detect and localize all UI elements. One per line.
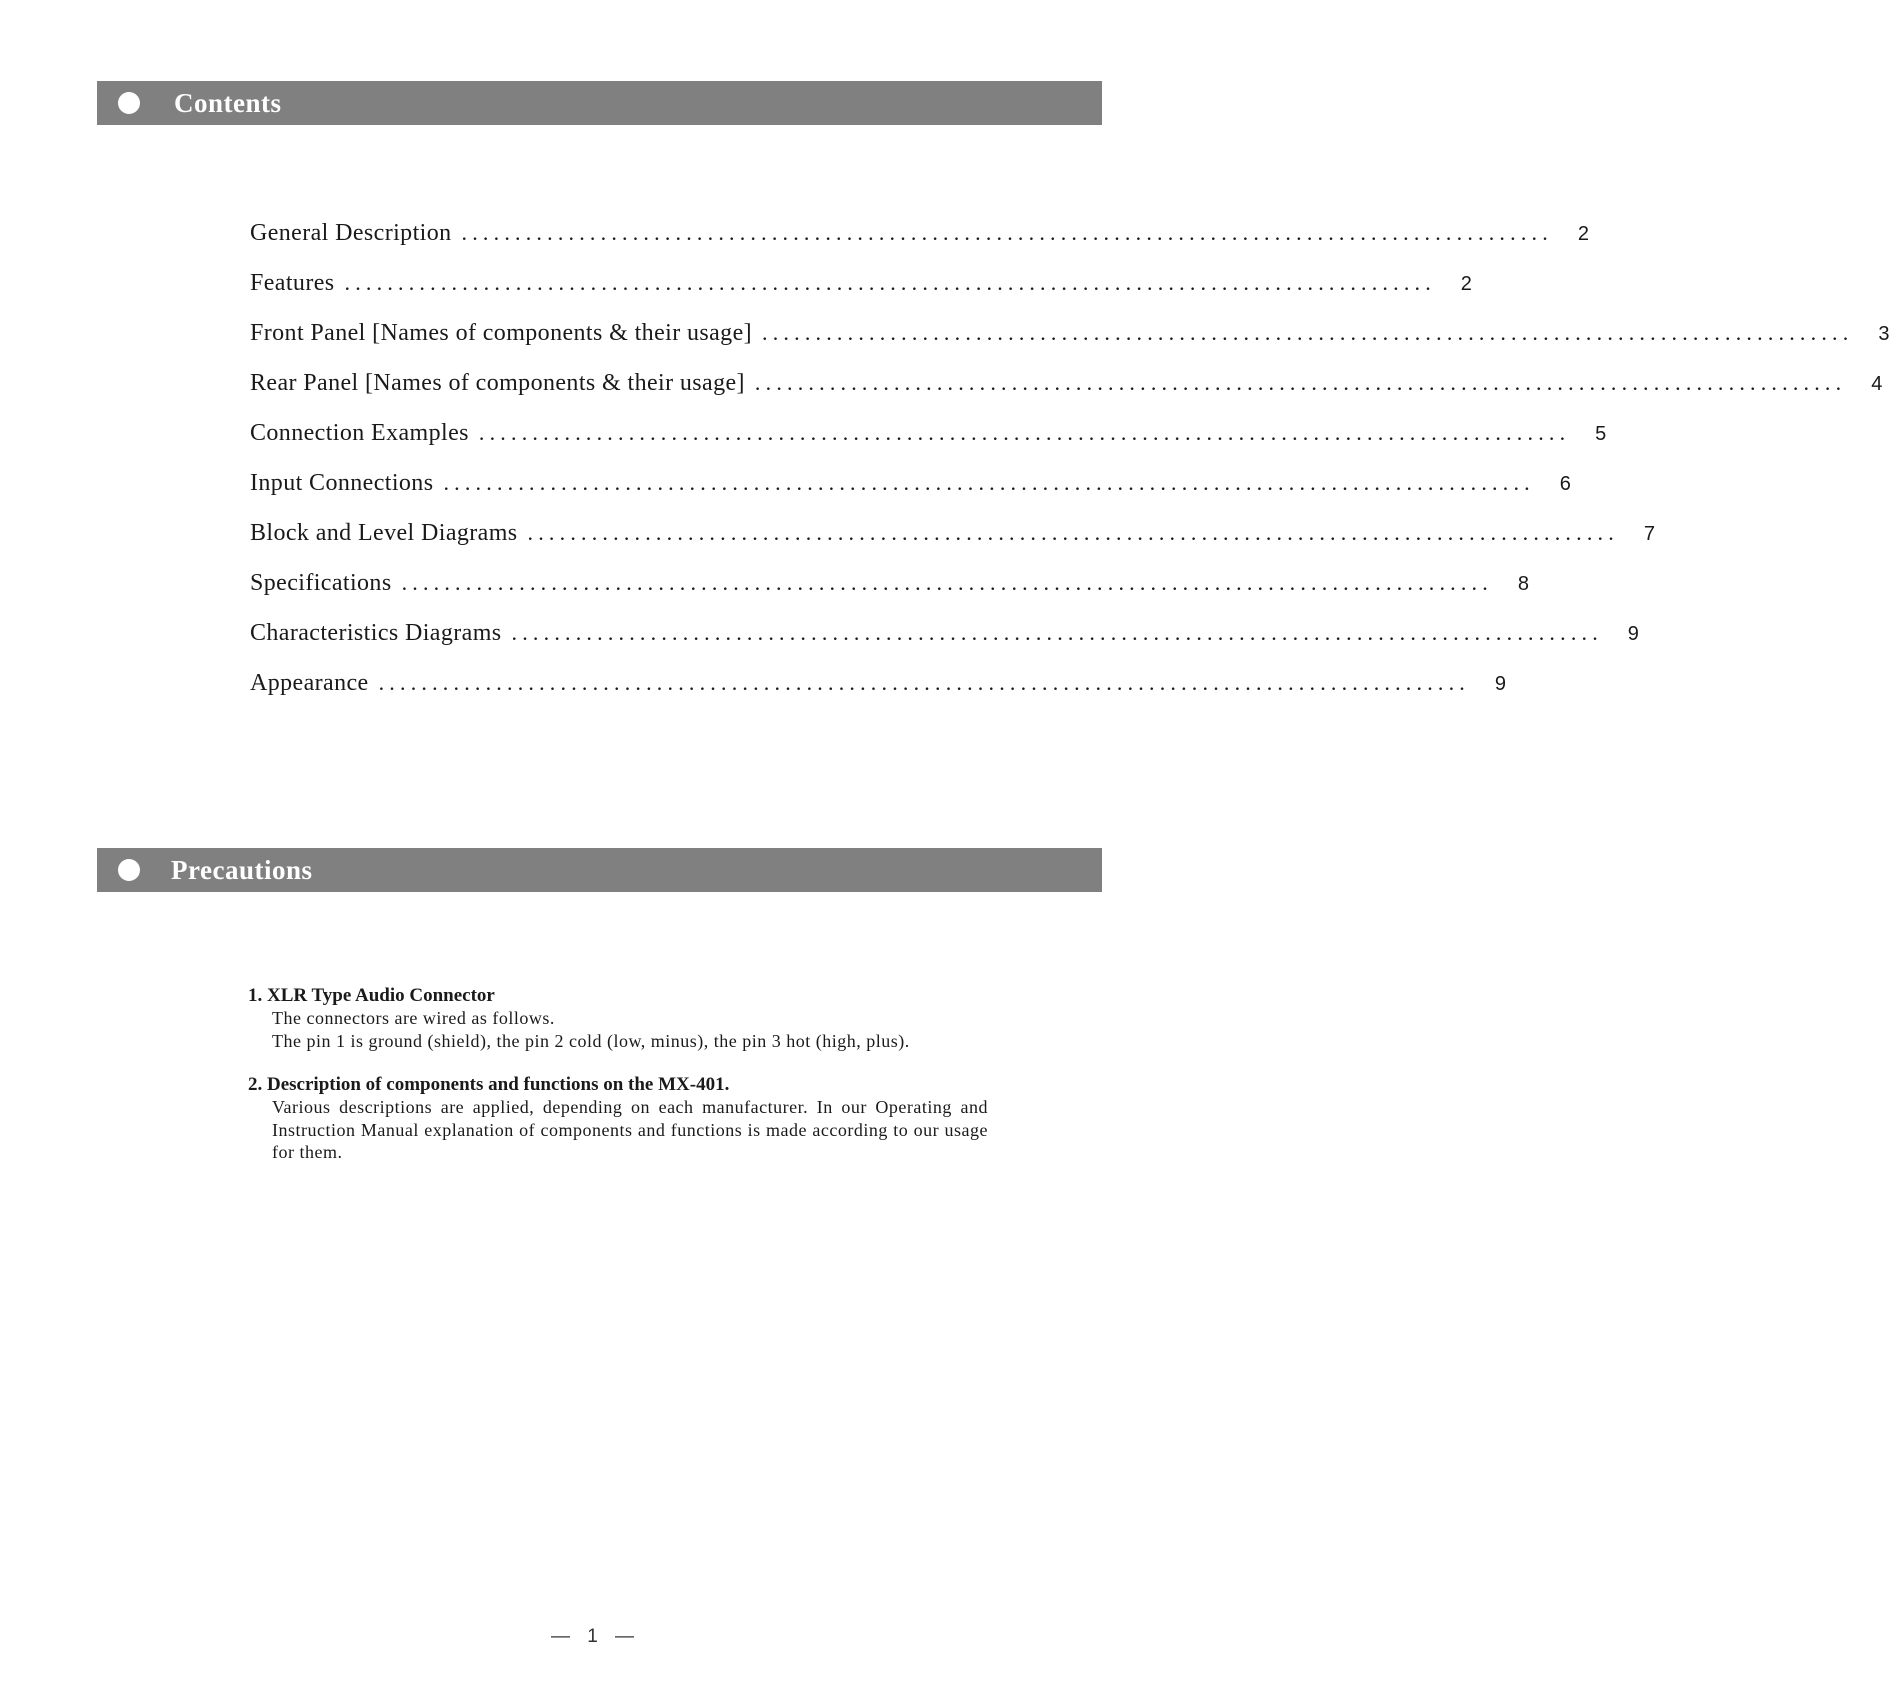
toc-entry-page: 3 <box>1878 323 1889 345</box>
precautions-title: Precautions <box>171 855 313 885</box>
toc-entry-page: 9 <box>1494 673 1506 695</box>
toc-entry-title: Front Panel [Names of components & their usage] <box>250 320 753 346</box>
toc-dot-leader: ...................................................................................................... <box>443 470 1535 495</box>
toc-dot-leader: ...................................................................................................... <box>511 620 1603 645</box>
table-of-contents <box>250 220 1889 720</box>
toc-entry[interactable] <box>250 620 1639 670</box>
toc-entry-title: Specifications <box>250 570 392 596</box>
toc-entry-title: Rear Panel [Names of components & their usage] <box>250 370 745 396</box>
toc-entry-page: 4 <box>1871 373 1883 395</box>
precaution-heading: 2. Description of components and functions on the MX-401. <box>248 1074 730 1095</box>
toc-entry-title: Appearance <box>250 670 369 696</box>
toc-entry[interactable] <box>250 570 1529 620</box>
toc-entry[interactable] <box>250 520 1655 570</box>
toc-entry-title: Features <box>250 270 335 296</box>
toc-entry-page: 2 <box>1460 273 1472 295</box>
toc-entry[interactable] <box>250 420 1607 470</box>
precautions-list <box>248 985 988 1186</box>
toc-entry-title: Block and Level Diagrams <box>250 520 518 546</box>
toc-entry[interactable] <box>250 470 1571 520</box>
toc-dot-leader: ...................................................................................................... <box>378 670 1470 695</box>
toc-entry-page: 5 <box>1595 423 1607 445</box>
precaution-item <box>248 985 988 1052</box>
precaution-line: Various descriptions are applied, depending on each manufacturer. In our Operating and Instruction Manual explanation of components and functions is made according to our usage for them. <box>272 1097 988 1162</box>
toc-entry-title: Input Connections <box>250 470 434 496</box>
precaution-item <box>248 1074 988 1164</box>
precaution-heading: 1. XLR Type Audio Connector <box>248 985 495 1006</box>
toc-entry[interactable] <box>250 220 1589 270</box>
precaution-body <box>248 1007 988 1052</box>
toc-dot-leader: ...................................................................................................... <box>478 420 1571 445</box>
toc-entry[interactable] <box>250 320 1889 370</box>
toc-entry-page: 8 <box>1517 573 1529 595</box>
toc-dot-leader: ...................................................................................................... <box>762 320 1854 345</box>
toc-entry-page: 6 <box>1559 473 1571 495</box>
precaution-body <box>248 1096 988 1164</box>
toc-dot-leader: ...................................................................................................... <box>461 220 1553 245</box>
bullet-circle-icon <box>118 92 140 114</box>
toc-dot-leader: ...................................................................................................... <box>344 270 1436 295</box>
precaution-line: The pin 1 is ground (shield), the pin 2 cold (low, minus), the pin 3 hot (high, plus). <box>272 1030 910 1051</box>
toc-entry-page: 9 <box>1627 623 1639 645</box>
toc-entry[interactable] <box>250 270 1472 320</box>
toc-dot-leader: ...................................................................................................... <box>401 570 1493 595</box>
precautions-header-bar <box>97 848 1102 892</box>
toc-dot-leader: ...................................................................................................... <box>754 370 1847 395</box>
toc-dot-leader: ...................................................................................................... <box>527 520 1619 545</box>
toc-entry-page: 2 <box>1577 223 1589 245</box>
toc-entry-page: 7 <box>1643 523 1655 545</box>
page-number: — 1 — <box>550 1626 641 1647</box>
bullet-circle-icon <box>118 859 140 881</box>
toc-entry-title: Connection Examples <box>250 420 469 446</box>
contents-header-bar <box>97 81 1102 125</box>
toc-entry[interactable] <box>250 370 1883 420</box>
precaution-line: The connectors are wired as follows. <box>272 1008 555 1028</box>
toc-entry-title: Characteristics Diagrams <box>250 620 502 646</box>
toc-entry-title: General Description <box>250 220 452 246</box>
toc-entry[interactable] <box>250 670 1506 720</box>
contents-title: Contents <box>174 88 282 118</box>
